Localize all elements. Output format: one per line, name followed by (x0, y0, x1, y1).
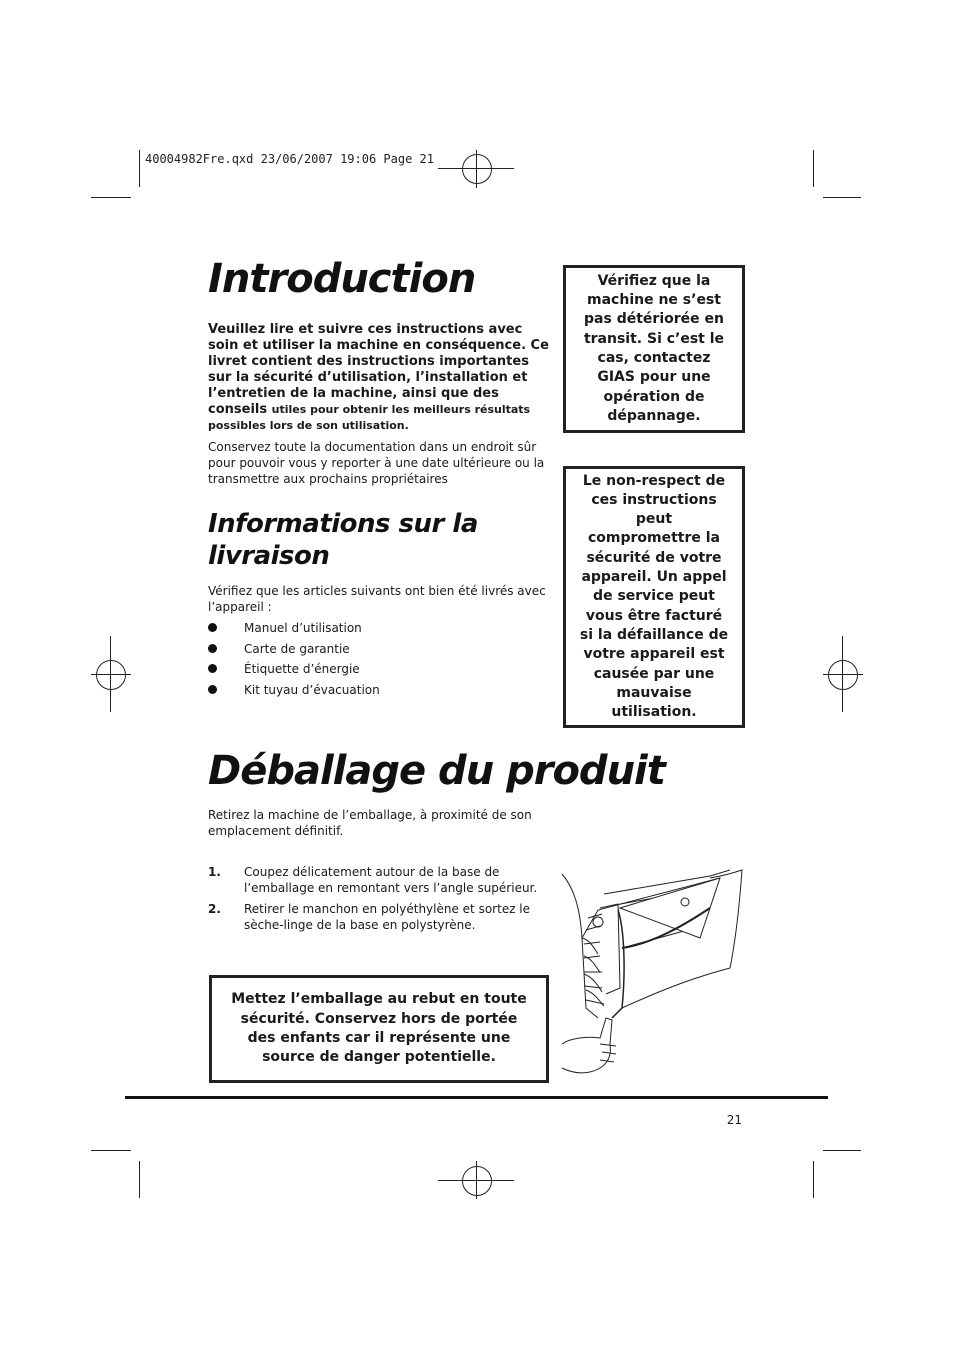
disposal-box (209, 975, 549, 1083)
bullet-icon (208, 623, 217, 632)
warning-box (563, 466, 745, 728)
unpacking-illustration (560, 868, 760, 1078)
crop-mark (823, 1150, 861, 1151)
intro-bold-main: Veuillez lire et suivre ces instructions avec soin et utiliser la machine en conséquence. Ce livret contient des instructions importantes sur la sécurité d’utilisation, l’installation et l’entretien de la machine, ainsi que des conseils (208, 322, 549, 417)
registration-circle (828, 660, 858, 690)
list-item: Manuel d’utilisation (208, 620, 548, 641)
transit-check-text: Vérifiez que la machine ne s’est pas détériorée en transit. Si c’est le cas, contactez GIAS pour une opération de dépannage. (583, 272, 725, 424)
bullet-icon (208, 685, 217, 694)
delivery-title: Informations sur la livraison (208, 509, 478, 571)
delivery-paragraph: Vérifiez que les articles suivants ont bien été livrés avec l’appareil : (208, 584, 546, 614)
intro-bold-small: utiles pour obtenir les meilleurs résultats possibles lors de son utilisation. (208, 403, 531, 432)
bullet-icon (208, 664, 217, 673)
unpack-title: Déballage du produit (208, 748, 665, 794)
disposal-text: Mettez l’emballage au rebut en toute sécurité. Conservez hors de portée des enfants car il représente une source de danger potentielle. (231, 991, 527, 1066)
intro-paragraph: Conservez toute la documentation dans un endroit sûr pour pouvoir vous y reporter à une date ultérieure ou la transmettre aux prochains propriétaires (208, 440, 545, 486)
warning-text: Le non-respect de ces instructions peut compromettre la sécurité de votre appareil. Un appel de service peut vous être facturé si la défaillance de votre appareil est causée par une mauvaise utilisation. (579, 472, 729, 721)
crop-mark (91, 1150, 131, 1151)
intro-bold-paragraph (208, 322, 553, 434)
registration-circle (462, 1166, 492, 1196)
crop-mark (139, 1161, 140, 1198)
list-item: 2. Retirer le manchon en polyéthylène et sortez le sèche-linge de la base en polystyrène. (208, 902, 531, 932)
bullet-icon (208, 644, 217, 653)
delivery-list (208, 620, 548, 702)
list-item: Étiquette d’énergie (208, 661, 548, 682)
unpack-steps (208, 864, 548, 938)
crop-mark (91, 197, 131, 198)
list-item: 1. Coupez délicatement autour de la base de l’emballage en remontant vers l’angle supérieur. (208, 865, 538, 895)
page-number: 21 (726, 1113, 742, 1127)
crop-mark (139, 150, 140, 187)
unpack-paragraph: Retirez la machine de l’emballage, à proximité de son emplacement définitif. (208, 808, 532, 838)
list-item: Carte de garantie (208, 641, 548, 662)
intro-title: Introduction (208, 256, 476, 302)
registration-circle (462, 154, 492, 184)
list-item: Kit tuyau d’évacuation (208, 682, 548, 703)
transit-check-box (563, 265, 745, 433)
footer-rule (125, 1096, 828, 1099)
crop-mark (823, 197, 861, 198)
registration-circle (96, 660, 126, 690)
file-slug: 40004982Fre.qxd 23/06/2007 19:06 Page 21 (145, 152, 434, 166)
crop-mark (813, 1161, 814, 1198)
crop-mark (813, 150, 814, 187)
